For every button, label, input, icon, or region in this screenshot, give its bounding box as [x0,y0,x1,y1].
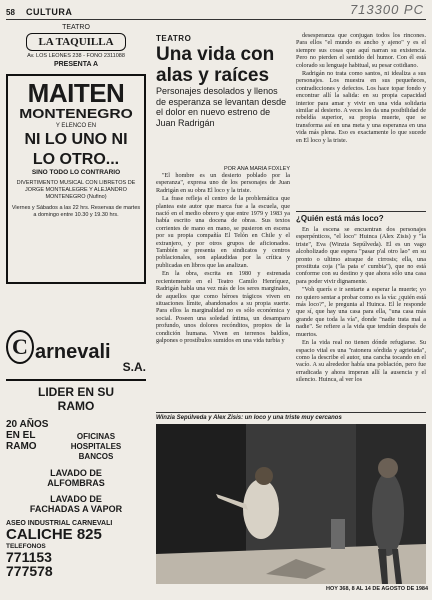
play-tagline: SINO TODO LO CONTRARIO [31,169,121,176]
article-column-2 [296,32,426,145]
lider-line2: RAMO [57,399,95,413]
lavado-alfombras [6,468,146,488]
lavado-line2: ALFOMBRAS [47,478,105,488]
article-byline: POR ANA MARIA FOXLEY [223,166,290,172]
paragraph: En la escena se encuentran dos personajes esperpénticos, "el loco" Huinca (Alex Zisis) y "la triste", Eva (Winzia Sepúlveda). El es un vago alcoholizado que espera "pasar p'al otro lao" en su pronto o ultimo atraque de cirrosis; ella, una prostituta coja ("la pata e' cumbia"), que no está conforme con su destino y que ahora sólo una casa para poder vivir dignamente. [296,226,426,285]
actress-figure [243,479,279,539]
section-name: CULTURA [26,7,73,17]
stage-prop [331,519,345,549]
play-title-line1: NI LO UNO NI [24,131,128,148]
carnevali-ad [6,330,146,592]
play-box [6,74,146,284]
article-title: Una vida con alas y raíces [156,44,275,86]
lider-slogan [6,379,146,413]
article-dek: Personajes desolados y llenos de esperanza se levantan desde el dolor en nuevo estreno de Juan Radrigán [156,86,287,128]
elenco-label: Y ELENCO EN [55,123,97,129]
lavado-fachadas [6,494,146,514]
company-address: CALICHE 825 [6,526,102,543]
actor-figure [372,472,404,556]
article-column-3 [296,226,426,385]
play-credits: DIVERTIMENTO MUSICAL CON LIBRETOS DE JORGE MONTEALEGRE Y ALEJANDRO MONTENEGRO (Nufino) [16,180,136,200]
issue-footer: HOY 368, 8 AL 14 DE AGOSTO DE 1984 [326,586,428,592]
article-column-1 [156,172,290,345]
paragraph: En la obra, escrita en 1980 y estrenada recientemente en el Teatro Camilo Henríquez, Radrigán habla una vez más de los seres marginales, de aquellos que como héroes trágicos viven en situaciones límite, abandonados a su propia suerte. Para ellos la marginalidad no es sólo económica y social. Poseen una soledad íntima, un desamparo profundo, unos dolores recónditos, propios de la condición humana. Viven en terrenos baldíos, galpones o prostíbulos sumidos en una vida turbia y [156,270,290,344]
actor-head [378,458,398,478]
article-subhead: ¿Quién está más loco? [296,211,426,223]
anos-line2: EN EL [6,430,36,441]
article-kicker: TEATRO [156,34,192,43]
logo-initial: C [6,330,34,364]
phone-2: 777578 [6,563,53,579]
play-title-line2: LO OTRO... [32,151,120,168]
theatre-ad [6,24,146,314]
paragraph: En la vida real no tienen dónde refugiarse. Su espacio vital es una "ratonera sórdida y agrietada", como la describe el autor, una cancha tocando en el vacío. A su alrededor había una población, pero fue erradicada y ahora imperan allí la ausencia y el silencio. Huinca, al ver los [296,339,426,384]
lider-line1: LIDER EN SU [37,385,114,399]
logo-name: arnevali [35,341,111,363]
anos-line1: 20 AÑOS [6,419,49,430]
ad-heading: TEATRO [62,24,90,31]
aseo-label: ASEO INDUSTRIAL CARNEVALI [6,520,113,527]
lavado-line1: LAVADO DE [50,468,102,478]
lavado-line4: FACHADAS A VAPOR [29,504,123,514]
company-suffix: S.A. [122,360,146,374]
venue-logo: LA TAQUILLA [26,33,126,51]
stage-photo [156,424,426,584]
star-last-name: MONTENEGRO [19,106,133,121]
service-oficinas: OFICINAS [76,432,116,441]
paragraph: "Voh querís e ir sentarte a esperar la muerte; yo no quiero sentar a probar como es la vía: ¿quién está más loco?", le pregunta al Huinca. El le responde que sí, que hay una casa para ella, "una casa más grande que toda la vía", donde "nadie trata mal a nadie". Se refiere a la vida que tendrán después de muertos. [296,286,426,338]
paragraph: La frase refleja el centro de la problemática que plantea este autor que marca fue a la escuela, que nació en el medio obrero y que entre 1979 y 1983 ya había escrito una docena de obras. Sus textos corrientes de mano en mano, se pusieron en escena por su propia compañía El Telón en Chile y el extranjero, y por otros grupos de aficionados. También se presenta en sindicatos y centros poblacionales, son aplaudidas por la crítica y publicadas en libros que las analizan. [156,195,290,269]
page-number: 58 [6,8,15,17]
phone-1: 771153 [6,549,52,565]
star-first-name: MAITEN [27,78,125,108]
service-bancos: BANCOS [78,452,114,461]
anos-line3: RAMO [6,441,37,452]
header-rule [6,19,426,20]
venue-address: Av. LOS LEONES 238 - FONO 2311088 [27,53,125,59]
services-list [46,432,146,462]
paragraph: Radrigán no trata como santos, ni idealiza a sus personajes. Los muestra en sus pequeñeces, contradicciones y defectos. Los hace topar fondo y encontrar allí la salida: en su propia capacidad interior para amar y vivir en una vida solidaria similar al desierto. A veces les da una posibilidad de rebeldía superior, su propia muerte, que se transforma así en una meta y una esperanza en una vida más plena. Eso es exactamente lo que sucede en El loco y la triste. [296,70,426,144]
presenta-label: PRESENTA A [53,61,99,68]
service-hospitales: HOSPITALES [70,442,122,451]
paragraph: "El hombre es un desierto poblado por la esperanza", expresa uno de los personajes de Juan Radrigán en su obra El loco y la triste. [156,172,290,194]
paragraph: desesperanza que conjugan todos los rincones. Para ellos "el mundo es ancho y ajeno" y es el siempre sus cosas que aquí narran su existencia. Pero no pierden el sentido del humor. Con él está colorado su lenguaje habitual, su pesar cotidiano. [296,32,426,69]
play-schedule: Viernes y Sábados a las 22 hrs. Reservas de martes a domingo entre 10.30 y 19.30 hrs. [11,205,141,218]
carnevali-logo [6,330,146,364]
actress-head [255,467,273,485]
lavado-line3: LAVADO DE [50,494,102,504]
telefonos-label: TELEFONOS [6,543,46,550]
handwritten-stamp: 713300 PC [349,2,424,17]
photo-caption: Winzia Sepúlveda y Alex Zisis: un loco y una triste muy cercanos [156,412,426,421]
